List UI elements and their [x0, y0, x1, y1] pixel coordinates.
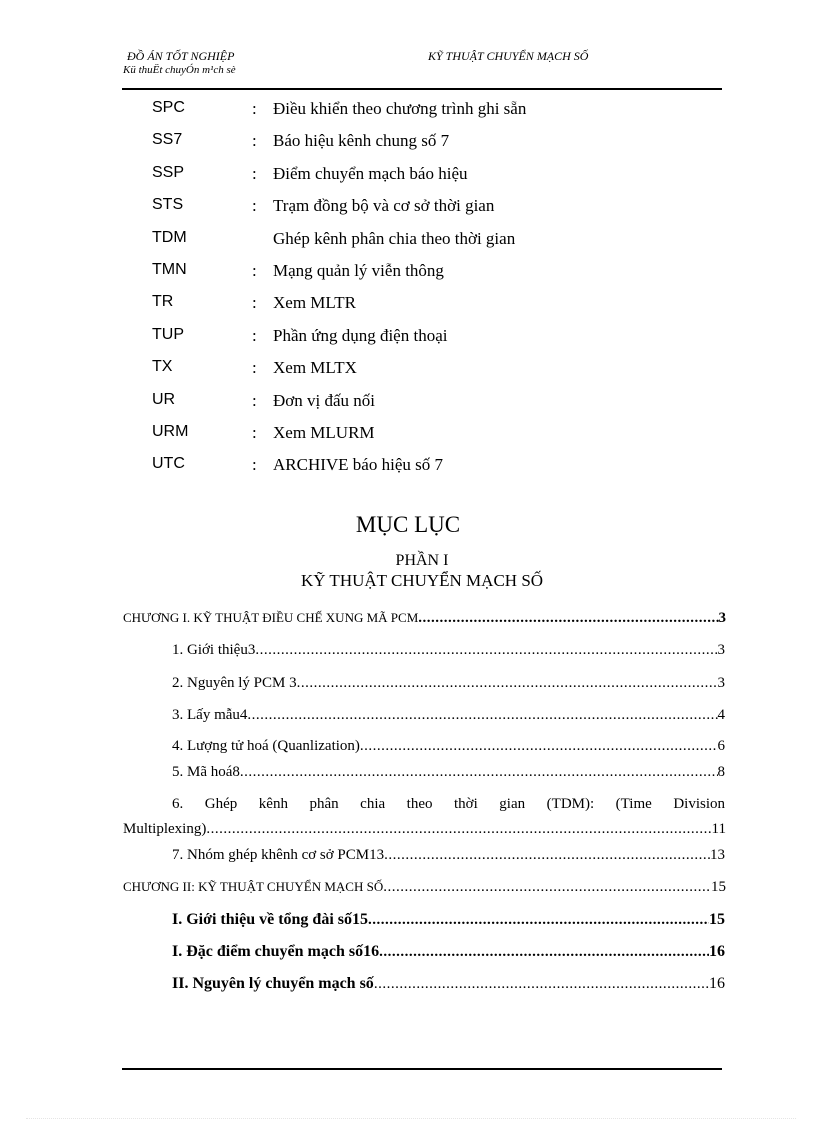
toc-entry-text: I. Giới thiệu về tổng đài số15	[172, 911, 368, 928]
abbreviation-colon: :	[252, 131, 257, 151]
part-subtitle: KỸ THUẬT CHUYỂN MẠCH SỐ	[300, 571, 544, 590]
toc-entry[interactable]	[172, 675, 725, 692]
abbreviation-desc: Trạm đồng bộ và cơ sở thời gian	[273, 196, 495, 216]
abbreviation-code: SS7	[152, 131, 183, 149]
abbreviation-colon: :	[252, 455, 257, 475]
abbreviation-code: SPC	[152, 99, 185, 116]
toc-entry-text: 7. Nhóm ghép khênh cơ sở PCM13	[172, 847, 385, 863]
abbreviation-row	[152, 388, 672, 420]
abbreviation-row	[152, 258, 672, 290]
toc-entry-text: 4. Lượng tử hoá (Quanlization)	[172, 738, 360, 754]
abbreviation-code: UR	[152, 390, 176, 408]
abbreviation-code: UTC	[152, 455, 185, 473]
page-bottom-border	[26, 1118, 796, 1119]
toc-title: MỤC LỤC	[355, 512, 461, 537]
abbreviation-row	[152, 226, 672, 258]
abbreviation-desc: ARCHIVE báo hiệu số 7	[273, 455, 443, 475]
abbreviation-code: TMN	[152, 260, 187, 278]
abbreviation-colon: :	[252, 293, 257, 313]
toc-entry-page: 15	[709, 911, 725, 928]
abbreviation-desc: Điểm chuyển mạch báo hiệu	[273, 163, 468, 183]
toc-leader-dots	[379, 944, 709, 961]
footer-rule	[122, 1068, 722, 1070]
toc-entry[interactable]	[172, 738, 725, 755]
abbreviation-list	[152, 96, 672, 485]
toc-entry-page: 3	[717, 642, 725, 658]
abbreviation-code: TR	[152, 293, 174, 311]
toc-leader-dots	[383, 879, 711, 896]
abbreviation-row	[152, 128, 672, 160]
header-rule	[122, 88, 722, 90]
abbreviation-row	[152, 355, 672, 387]
toc-entry-chapter-2[interactable]	[123, 879, 726, 896]
toc-leader-dots	[297, 675, 718, 692]
abbreviation-desc: Điều khiển theo chương trình ghi sẵn	[273, 99, 527, 118]
toc-entry-page: 4	[717, 707, 725, 723]
toc-entry[interactable]	[172, 847, 725, 864]
toc-entry-page: 6	[717, 738, 725, 754]
abbreviation-code: URM	[152, 422, 189, 440]
abbreviation-row	[152, 193, 672, 225]
toc-leader-dots	[240, 764, 718, 781]
abbreviation-code: TX	[152, 358, 173, 376]
abbreviation-row	[152, 323, 672, 355]
abbreviation-desc: Báo hiệu kênh chung số 7	[273, 131, 450, 151]
abbreviation-code: SSP	[152, 163, 185, 181]
header-left-subtitle: Kü thuËt chuyÓn m¹ch sè	[123, 64, 236, 76]
toc-entry-text: II. Nguyên lý chuyển mạch số	[172, 975, 374, 992]
header-left-title: ĐỒ ÁN TỐT NGHIỆP	[127, 49, 235, 63]
abbreviation-desc: Ghép kênh phân chia theo thời gian	[273, 228, 516, 248]
toc-entry-page: 13	[710, 847, 725, 863]
toc-entry-page: 3	[718, 610, 726, 626]
header-right-title: KỸ THUẬT CHUYỂN MẠCH SỐ	[428, 49, 589, 63]
toc-entry-wrapped-line[interactable]: 6. Ghép kênh phân chia theo thời gian (TDM): (Time Division	[172, 796, 725, 812]
toc-entry-page: 16	[709, 975, 725, 992]
toc-entry-page: 11	[711, 821, 726, 837]
abbreviation-desc: Đơn vị đấu nối	[273, 390, 376, 410]
toc-entry[interactable]	[123, 821, 726, 838]
toc-entry-text: Multiplexing)	[123, 821, 207, 837]
abbreviation-desc: Mạng quản lý viễn thông	[273, 260, 444, 280]
abbreviation-desc: Xem MLTR	[273, 293, 356, 313]
toc-entry-chapter-1[interactable]	[123, 610, 726, 627]
abbreviation-code: TUP	[152, 325, 184, 343]
abbreviation-colon: :	[252, 99, 257, 118]
toc-entry[interactable]	[172, 642, 725, 659]
toc-entry[interactable]	[172, 911, 725, 929]
abbreviation-desc: Xem MLTX	[273, 358, 357, 378]
abbreviation-row	[152, 452, 672, 484]
toc-entry[interactable]	[172, 943, 725, 961]
abbreviation-desc: Phần ứng dụng điện thoại	[273, 325, 448, 345]
toc-leader-dots	[368, 912, 709, 929]
abbreviation-colon: :	[252, 196, 257, 216]
toc-entry-text: CHƯƠNG II: KỸ THUẬT CHUYỂN MẠCH SỐ	[123, 879, 384, 894]
toc-entry-text: 2. Nguyên lý PCM 3	[172, 675, 297, 691]
toc-leader-dots	[418, 610, 718, 627]
abbreviation-row	[152, 420, 672, 452]
abbreviation-colon: :	[252, 422, 257, 442]
toc-entry-text: 1. Giới thiệu3	[172, 642, 256, 658]
toc-leader-dots	[206, 821, 711, 838]
toc-entry-text: I. Đặc điểm chuyển mạch số16	[172, 943, 380, 960]
part-title: PHẦN I	[395, 552, 449, 569]
toc-entry[interactable]	[172, 975, 725, 993]
toc-entry-page: 8	[717, 764, 725, 780]
abbreviation-colon: :	[252, 358, 257, 378]
toc-leader-dots	[360, 738, 718, 755]
abbreviation-code: STS	[152, 196, 184, 214]
toc-entry-text: 3. Lấy mẫu4	[172, 707, 248, 723]
abbreviation-row	[152, 290, 672, 322]
toc-entry-text: CHƯƠNG I. KỸ THUẬT ĐIỀU CHẾ XUNG MÃ PCM	[123, 610, 419, 625]
abbreviation-code: TDM	[152, 228, 187, 246]
toc-entry-page: 16	[709, 943, 725, 960]
toc-entry-text: 5. Mã hoá8	[172, 764, 240, 780]
abbreviation-row	[152, 161, 672, 193]
toc-entry-page: 15	[711, 879, 726, 895]
abbreviation-colon: :	[252, 163, 257, 183]
toc-leader-dots	[374, 976, 709, 993]
abbreviation-colon: :	[252, 260, 257, 280]
toc-leader-dots	[255, 642, 717, 659]
toc-leader-dots	[384, 847, 710, 864]
toc-entry[interactable]	[172, 764, 725, 781]
abbreviation-colon: :	[252, 390, 257, 410]
abbreviation-row	[152, 96, 672, 128]
abbreviation-colon: :	[252, 325, 257, 345]
toc-leader-dots	[247, 707, 717, 724]
toc-entry[interactable]	[172, 707, 725, 724]
abbreviation-desc: Xem MLURM	[273, 422, 375, 442]
toc-entry-page: 3	[717, 675, 725, 691]
